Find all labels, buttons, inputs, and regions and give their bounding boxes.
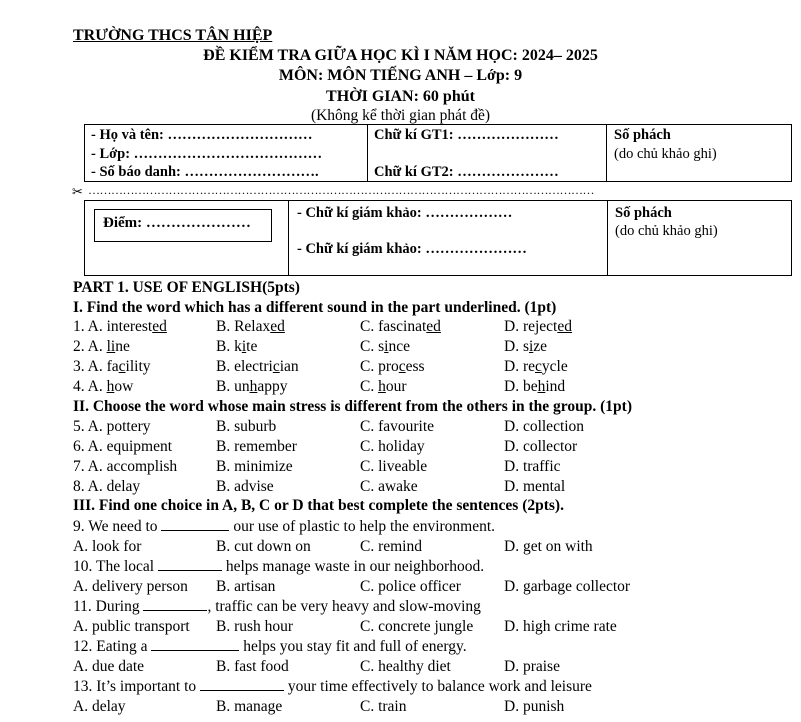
answer-option[interactable]: C. healthy diet [360,658,451,675]
exam-title: ĐỀ KIỂM TRA GIỮA HỌC KÌ I NĂM HỌC: 2024– 2025 [203,47,598,64]
answer-option[interactable] [216,337,257,357]
answer-option[interactable]: B. fast food [216,658,289,675]
question-stem: 12. Eating a [73,638,152,655]
answer-blank[interactable] [158,558,222,571]
answer-option[interactable]: D. collection [504,418,585,435]
student-info-box [84,124,792,182]
question-text [73,677,592,697]
underlined-part: h [537,378,546,395]
examiner-signature-cell [289,201,608,276]
section2-title: II. Choose the word whose main stress is different from the others in the group. (1pt) [73,398,632,415]
underlined-part: c [398,358,406,375]
answer-option[interactable]: A. due date [73,658,145,675]
option-text: D. s [504,338,529,355]
underlined-part: i [528,338,534,355]
section3-title-text: III. Find one choice in A, B, C or D that best complete the sentences (2pts). [73,497,564,514]
answer-option[interactable]: C. remind [360,538,422,555]
answer-option[interactable]: D. traffic [504,458,561,475]
option-text: ow [114,378,134,395]
underlined-part: ed [557,318,572,335]
option-text: B. electri [216,358,273,375]
answer-option[interactable]: B. rush hour [216,618,294,635]
answer-option[interactable]: B. minimize [216,458,293,475]
code-cell [607,125,792,182]
answer-option[interactable]: 8. A. delay [73,478,141,495]
answer-option[interactable]: C. awake [360,478,418,495]
answer-option[interactable]: B. remember [216,438,297,455]
score-field[interactable]: Điểm: ………………… [94,209,272,242]
answer-option[interactable] [360,317,441,337]
option-text: C. fascinat [360,318,427,335]
score-code-note: (do chủ khảo ghi) [615,223,718,239]
answer-option[interactable]: B. advise [216,478,274,495]
answer-option[interactable]: C. favourite [360,418,435,435]
question-stem: our use of plastic to help the environment. [229,518,496,535]
option-text: ility [125,358,151,375]
answer-option[interactable]: D. get on with [504,538,593,555]
option-text: 4. A. [73,378,107,395]
underlined-part: i [384,338,389,355]
underlined-part: i [241,338,247,355]
question-text [73,557,484,577]
scissors-icon: ✂ [72,184,83,199]
underlined-part: h [249,378,258,395]
question-stem: 11. During [73,598,144,615]
student-fields-cell [85,125,368,182]
question-stem: helps manage waste in our neighborhood. [221,558,485,575]
section3-title [73,497,564,515]
answer-option[interactable]: B. suburb [216,418,277,435]
score-code-cell [608,201,792,276]
answer-option[interactable]: D. collector [504,438,578,455]
underlined-part: c [535,358,542,375]
time-line: THỜI GIAN: 60 phút [326,88,475,105]
option-text: ind [545,378,566,395]
answer-option[interactable] [73,357,151,377]
option-text: C. s [360,338,385,355]
answer-option[interactable] [360,377,407,397]
score-cell [85,201,289,276]
answer-option[interactable]: D. high crime rate [504,618,617,635]
answer-blank[interactable] [151,638,239,651]
examiner2-signature: - Chữ kí giám khảo: ………………… [297,241,527,257]
option-text: D. re [504,358,535,375]
answer-option[interactable]: A. public transport [73,618,190,635]
underlined-part: li [106,338,116,355]
answer-option[interactable]: 6. A. equipment [73,438,173,455]
answer-option[interactable]: D. garbage collector [504,578,631,595]
answer-option[interactable]: C. holiday [360,438,425,455]
name-field[interactable]: - Họ và tên: ………………………… [91,127,313,143]
subject-line: MÔN: MÔN TIẾNG ANH – Lớp: 9 [278,67,523,84]
answer-blank[interactable] [200,678,284,691]
code-title: Số phách [614,127,671,143]
option-text: ian [279,358,299,375]
option-text: ze [533,338,548,355]
answer-option[interactable]: B. artisan [216,578,276,595]
option-text: te [246,338,258,355]
examiner1-signature: - Chữ kí giám khảo: ……………… [297,205,513,221]
question-text [73,597,481,617]
answer-option[interactable] [73,337,130,357]
answer-option[interactable]: C. police officer [360,578,461,595]
answer-option[interactable] [73,377,133,397]
answer-option[interactable] [504,357,568,377]
answer-option[interactable] [73,317,167,337]
underlined-part: ed [270,318,285,335]
part1-heading: PART 1. USE OF ENGLISH(5pts) [73,279,300,296]
option-text: appy [257,378,288,395]
answer-option[interactable] [504,317,572,337]
answer-option[interactable]: C. concrete jungle [360,618,474,635]
class-field[interactable]: - Lớp: ………………………………… [91,146,323,162]
answer-option[interactable] [360,357,425,377]
section1-title: I. Find the word which has a different sound in the part underlined. (1pt) [73,299,557,316]
option-text: D. reject [504,318,558,335]
answer-option[interactable]: C. train [360,698,407,715]
option-text: nce [388,338,410,355]
option-text: ne [115,338,130,355]
underlined-part: c [118,358,126,375]
question-stem: your time effectively to balance work and leisure [284,678,592,695]
answer-option[interactable] [216,357,299,377]
answer-option[interactable] [504,337,547,357]
option-text: C. [360,378,379,395]
answer-option[interactable]: A. look for [73,538,142,555]
supervisor2-signature: Chữ kí GT2: ………………… [374,164,559,180]
answer-option[interactable]: B. manage [216,698,283,715]
school-name: TRƯỜNG THCS TÂN HIỆP [73,27,273,44]
question-text [73,637,467,657]
answer-blank[interactable] [161,518,229,531]
question-stem: 13. It’s important to [73,678,201,695]
question-stem: , traffic can be very heavy and slow-moving [207,598,481,615]
option-text: B. k [216,338,242,355]
option-text: ycle [541,358,568,375]
answer-blank[interactable] [143,598,207,611]
underlined-part: ed [152,318,167,335]
supervisor1-signature: Chữ kí GT1: ………………… [374,127,559,143]
question-stem: 10. The local [73,558,158,575]
answer-option[interactable] [216,317,285,337]
answer-option[interactable] [216,377,287,397]
answer-option[interactable]: D. mental [504,478,566,495]
answer-option[interactable]: D. praise [504,658,560,675]
answer-option[interactable] [504,377,565,397]
code-note: (do chủ khảo ghi) [614,146,717,162]
score-box [84,200,792,276]
answer-option[interactable]: C. liveable [360,458,428,475]
underlined-part: h [106,378,115,395]
supervisor-signature-cell [368,125,607,182]
student-id-field[interactable]: - Số báo danh: ………………………. [91,164,319,180]
option-text: 2. A. [73,338,107,355]
option-text: 1. A. interest [73,318,153,335]
question-stem: helps you stay fit and full of energy. [239,638,467,655]
option-text: B. un [216,378,250,395]
answer-option[interactable]: 5. A. pottery [73,418,151,435]
answer-option[interactable]: B. cut down on [216,538,311,555]
question-text [73,517,495,537]
underlined-part: h [378,378,386,395]
underlined-part: c [272,358,280,375]
option-text: D. be [504,378,538,395]
answer-option[interactable]: A. delay [73,698,126,715]
score-code-title: Số phách [615,205,672,221]
answer-option[interactable]: 7. A. accomplish [73,458,178,475]
option-text: 3. A. fa [73,358,119,375]
answer-option[interactable]: D. punish [504,698,565,715]
option-text: B. Relax [216,318,271,335]
answer-option[interactable]: A. delivery person [73,578,188,595]
underlined-part: ed [426,318,441,335]
question-stem: 9. We need to [73,518,162,535]
time-note: (Không kể thời gian phát đề) [310,107,491,124]
option-text: ess [405,358,425,375]
option-text: C. pro [360,358,399,375]
cut-line: …………………………………………………………………………………………………………………… [88,183,594,197]
option-text: our [385,378,407,395]
answer-option[interactable] [360,337,410,357]
